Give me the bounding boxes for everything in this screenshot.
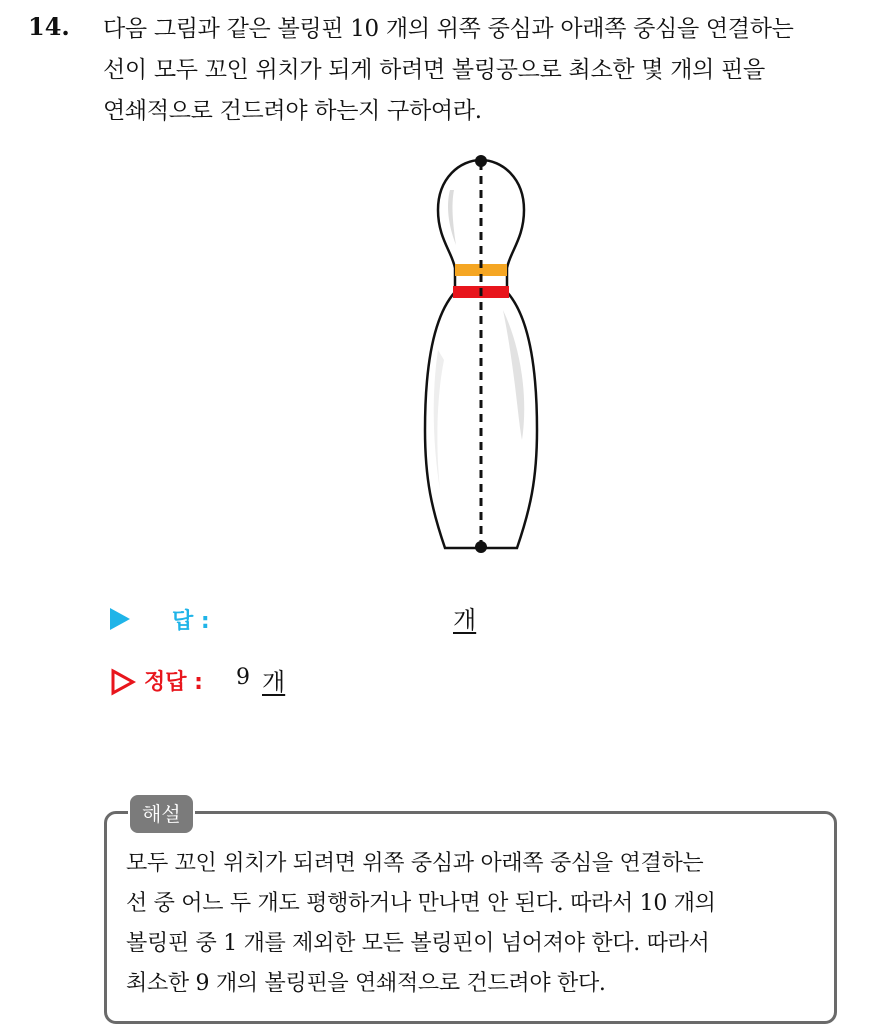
answer-row xyxy=(110,600,510,636)
explanation-tag: 해설 xyxy=(128,793,195,835)
explanation-text xyxy=(126,844,826,1004)
top-center-point xyxy=(475,155,487,167)
question-text xyxy=(103,9,873,132)
bowling-pin-icon xyxy=(420,150,550,560)
explanation-line: 선 중 어느 두 개도 평행하거나 만나면 안 된다. 따라서 10 개의 xyxy=(126,891,716,916)
correct-answer-row xyxy=(110,662,510,702)
explanation-line: 최소한 9 개의 볼링핀을 연쇄적으로 건드려야 한다. xyxy=(126,971,606,996)
question-line: 연쇄적으로 건드려야 하는지 구하여라. xyxy=(103,98,482,124)
explanation-line: 볼링핀 중 1 개를 제외한 모든 볼링핀이 넘어져야 한다. 따라서 xyxy=(126,931,710,956)
filled-triangle-icon xyxy=(110,608,130,630)
correct-answer-label: 정답 : xyxy=(144,670,203,695)
question-line: 선이 모두 꼬인 위치가 되게 하려면 볼링공으로 최소한 몇 개의 핀을 xyxy=(103,57,765,83)
question-number: 14. xyxy=(28,12,70,41)
outline-triangle-icon xyxy=(110,668,136,696)
bottom-center-point xyxy=(475,541,487,553)
question-line: 다음 그림과 같은 볼링핀 10 개의 위쪽 중심과 아래쪽 중심을 연결하는 xyxy=(103,16,794,42)
correct-answer-unit: 개 xyxy=(262,668,286,696)
correct-answer-value: 9 xyxy=(236,665,250,690)
answer-unit: 개 xyxy=(453,606,477,634)
explanation-line: 모두 꼬인 위치가 되려면 위쪽 중심과 아래쪽 중심을 연결하는 xyxy=(126,851,704,876)
answer-label: 답 : xyxy=(172,609,210,634)
